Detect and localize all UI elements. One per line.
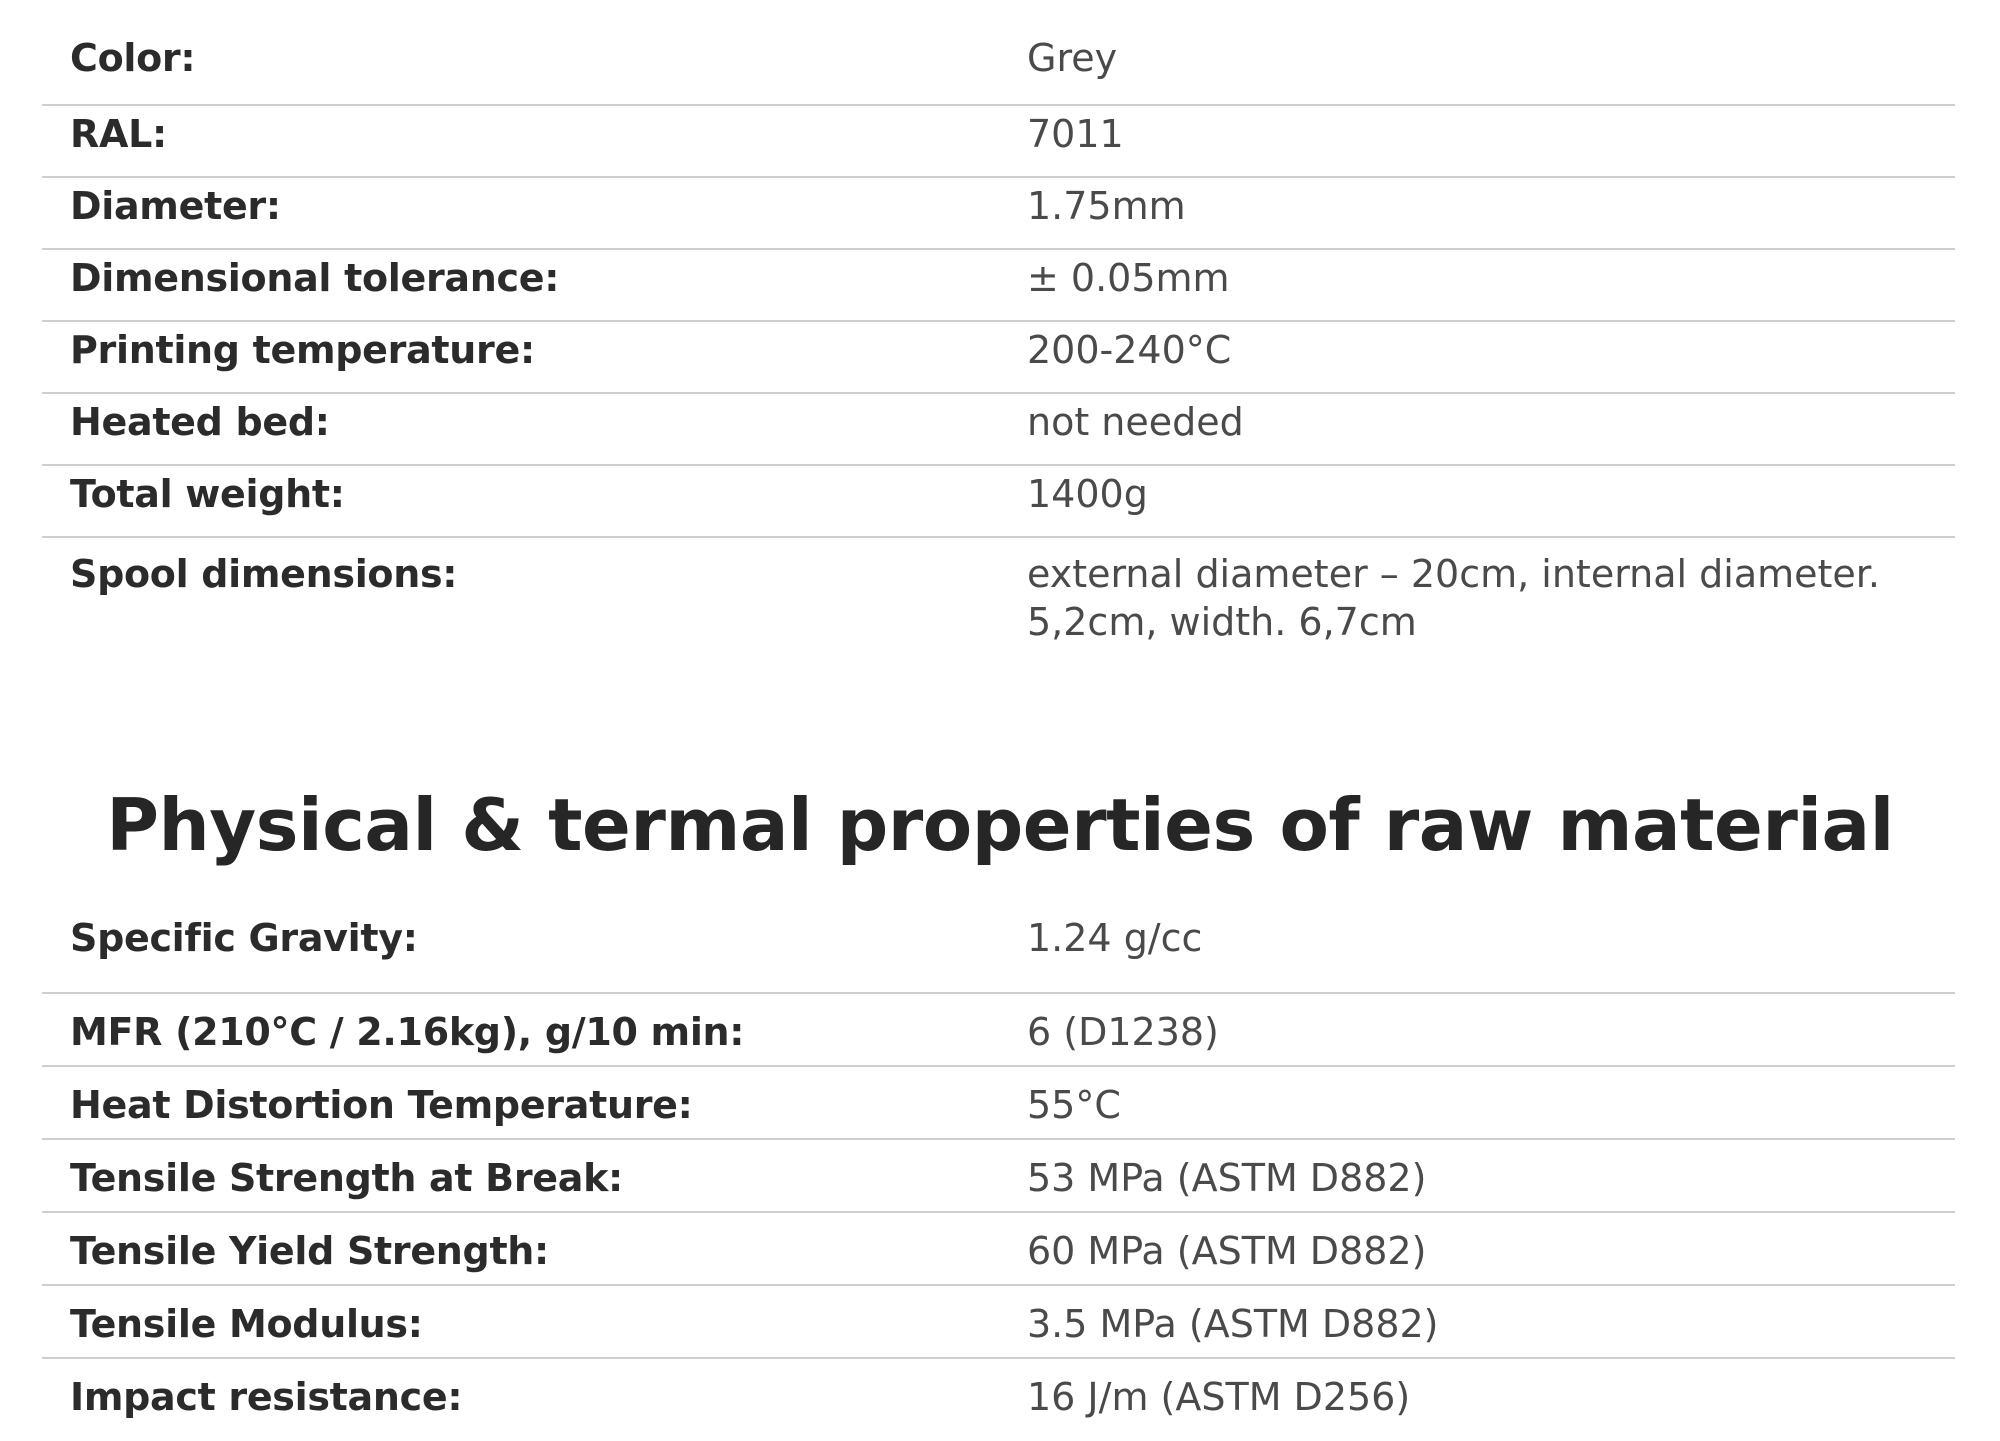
spec-value-line: 5,2cm, width. 6,7cm <box>1027 600 1417 644</box>
spec-label: Printing temperature: <box>42 321 1027 393</box>
spec-label: RAL: <box>42 105 1027 177</box>
physical-properties-table <box>42 910 1955 1430</box>
property-label: MFR (210°C / 2.16kg), g/10 min: <box>42 993 1027 1066</box>
spec-value: Grey <box>1027 30 1955 105</box>
spec-row-ral <box>42 105 1955 177</box>
property-value: 1.24 g/cc <box>1027 910 1955 993</box>
general-specs-table <box>42 30 1955 646</box>
spec-value-line: external diameter – 20cm, internal diameter. <box>1027 552 1881 596</box>
spec-label: Diameter: <box>42 177 1027 249</box>
section-title: Physical & termal properties of raw material <box>106 783 1894 867</box>
property-row-heat-distortion <box>42 1066 1955 1139</box>
spec-value <box>1027 537 1955 646</box>
spec-value: 1.75mm <box>1027 177 1955 249</box>
spec-row-heated-bed <box>42 393 1955 465</box>
spec-label: Heated bed: <box>42 393 1027 465</box>
spec-row-spool-dimensions <box>42 537 1955 646</box>
property-value: 6 (D1238) <box>1027 993 1955 1066</box>
property-value: 55°C <box>1027 1066 1955 1139</box>
property-row-impact-resistance <box>42 1358 1955 1430</box>
property-label: Specific Gravity: <box>42 910 1027 993</box>
spec-row-printing-temperature <box>42 321 1955 393</box>
spec-label: Color: <box>42 30 1027 105</box>
property-label: Impact resistance: <box>70 1375 463 1419</box>
spec-value: 1400g <box>1027 465 1955 537</box>
spec-label: Dimensional tolerance: <box>42 249 1027 321</box>
spec-row-total-weight <box>42 465 1955 537</box>
spec-label: Total weight: <box>42 465 1027 537</box>
property-value: 60 MPa (ASTM D882) <box>1027 1212 1955 1285</box>
property-value: 53 MPa (ASTM D882) <box>1027 1139 1955 1212</box>
spec-value: not needed <box>1027 393 1955 465</box>
property-row-specific-gravity <box>42 910 1955 993</box>
property-value: 16 J/m (ASTM D256) <box>1027 1375 1411 1419</box>
spec-value: 7011 <box>1027 105 1955 177</box>
spec-label: Spool dimensions: <box>70 552 458 596</box>
property-label: Tensile Yield Strength: <box>42 1212 1027 1285</box>
spec-value: 200-240°C <box>1027 321 1955 393</box>
property-row-tensile-modulus <box>42 1285 1955 1358</box>
property-label: Heat Distortion Temperature: <box>42 1066 1027 1139</box>
property-row-mfr <box>42 993 1955 1066</box>
property-row-tensile-yield <box>42 1212 1955 1285</box>
spec-row-color <box>42 30 1955 105</box>
spec-value: ± 0.05mm <box>1027 249 1955 321</box>
property-row-tensile-break <box>42 1139 1955 1212</box>
property-value: 3.5 MPa (ASTM D882) <box>1027 1285 1955 1358</box>
spec-row-dimensional-tolerance <box>42 249 1955 321</box>
property-label: Tensile Strength at Break: <box>42 1139 1027 1212</box>
property-label: Tensile Modulus: <box>42 1285 1027 1358</box>
spec-row-diameter <box>42 177 1955 249</box>
